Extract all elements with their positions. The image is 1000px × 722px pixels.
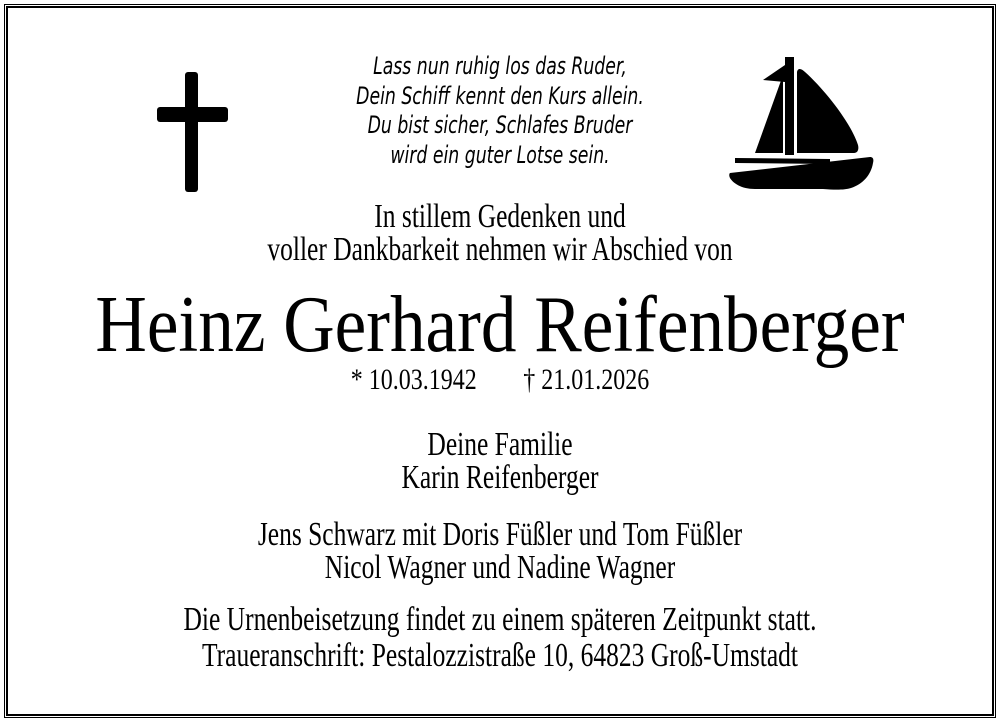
poem-line: Dein Schiff kennt den Kurs allein. (356, 81, 644, 110)
mourner-line: Deine Familie (427, 426, 573, 463)
sailboat-icon (725, 45, 885, 195)
poem-line: Du bist sicher, Schlafes Bruder (367, 111, 633, 139)
birth-date: * 10.03.1942 (350, 363, 477, 396)
life-dates (106, 364, 893, 396)
farewell-intro (131, 200, 869, 266)
mourners-relatives (131, 518, 869, 584)
obituary-notice (6, 6, 994, 716)
header-row (8, 8, 992, 200)
funeral-info (131, 602, 869, 674)
intro-line: voller Dankbarkeit nehmen wir Abschied von (267, 231, 733, 268)
poem-line: Lass nun ruhig los das Ruder, (373, 52, 627, 80)
mourners-family (131, 428, 869, 494)
funeral-line: Die Urnenbeisetzung findet zu einem späteren Zeitpunkt statt. (183, 601, 817, 638)
mourner-line: Jens Schwarz mit Doris Füßler und Tom Füßler (257, 516, 743, 553)
funeral-address: Traueranschrift: Pestalozzistraße 10, 64823 Groß-Umstadt (201, 637, 799, 674)
poem-line: wird ein guter Lotse sein. (390, 140, 610, 169)
death-date: † 21.01.2026 (523, 363, 650, 396)
deceased-name: Heinz Gerhard Reifenberger (95, 281, 905, 369)
mourner-line: Nicol Wagner und Nadine Wagner (324, 549, 676, 586)
mourner-line: Karin Reifenberger (401, 459, 599, 496)
intro-line: In stillem Gedenken und (374, 198, 626, 235)
